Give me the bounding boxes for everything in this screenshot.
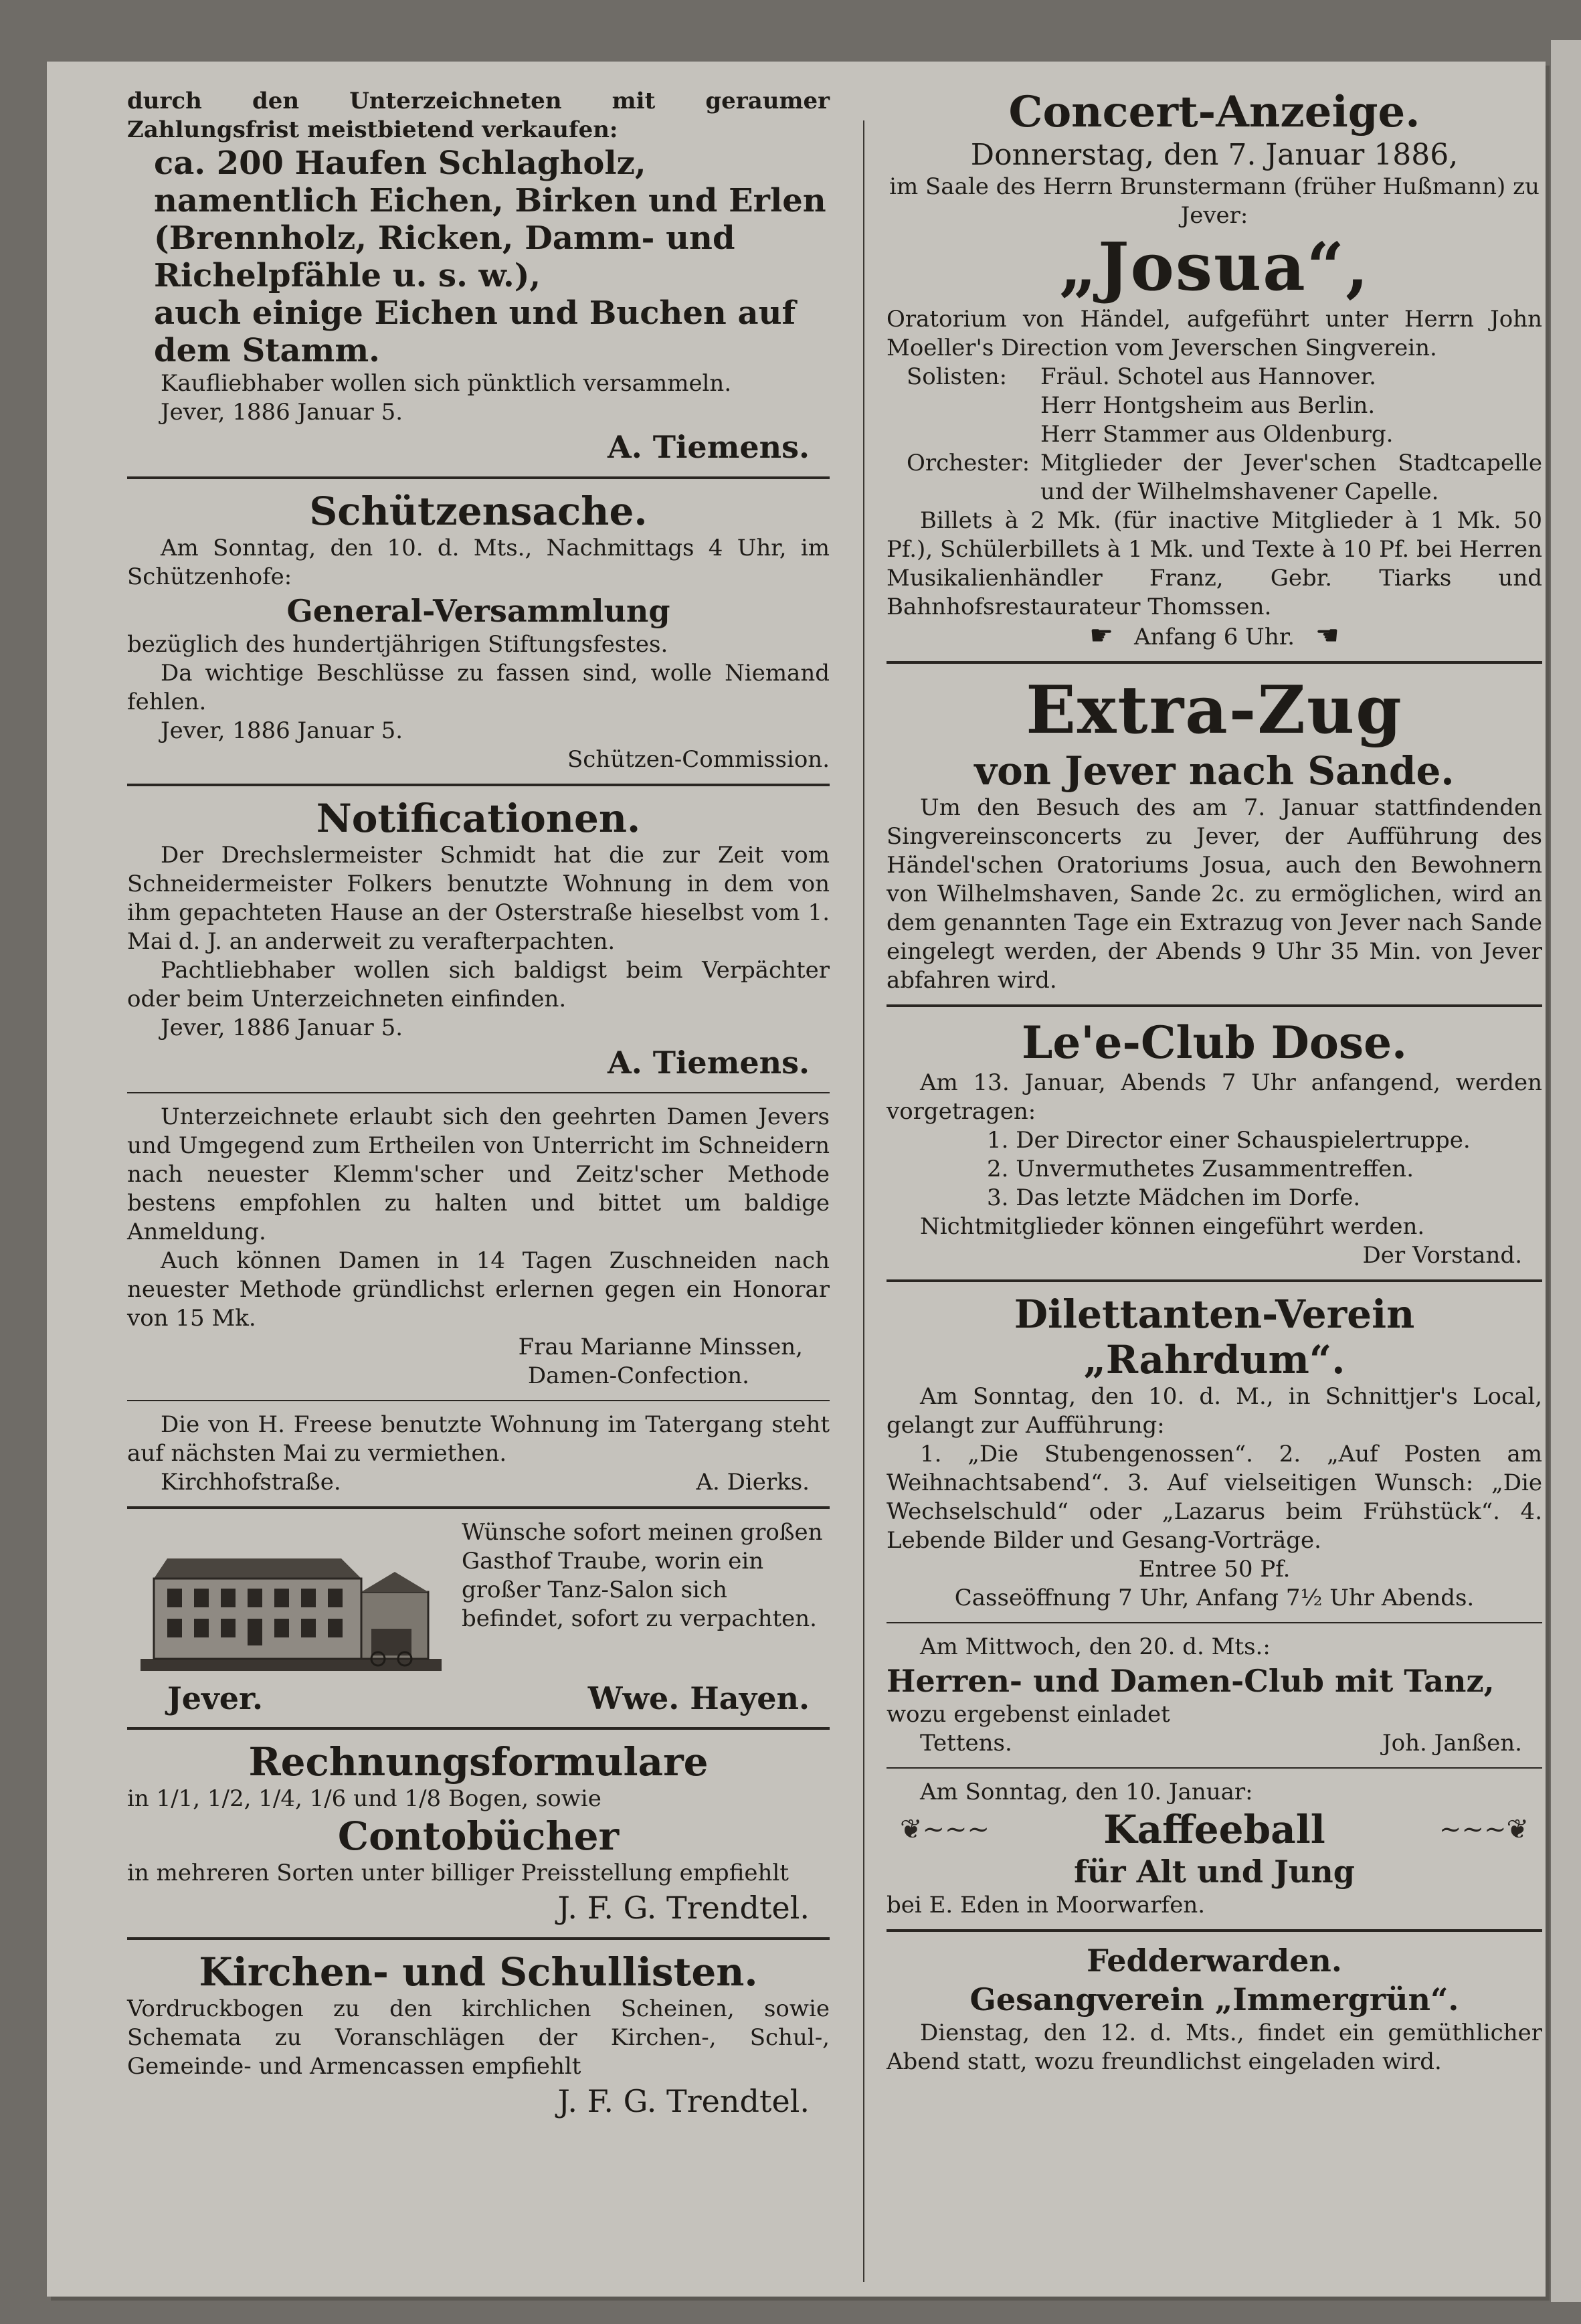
ad-subtitle: Gesangverein „Immergrün“.	[969, 1981, 1459, 2018]
orchestra-label: Orchester:	[907, 450, 1030, 476]
divider	[887, 1279, 1542, 1282]
ad-signature: Der Vorstand.	[1362, 1242, 1522, 1269]
notifications-ad	[127, 796, 830, 1083]
tailoring-lessons-ad	[127, 1103, 830, 1391]
ad-note: Nichtmitglieder können eingeführt werden.	[920, 1213, 1425, 1240]
ad-signature: A. Tiemens.	[608, 1045, 810, 1081]
ad-title-2: Contobücher	[337, 1813, 620, 1859]
divider	[127, 1937, 830, 1940]
ad-title: Concert-Anzeige.	[1008, 87, 1420, 137]
ad-line: in 1/1, 1/2, 1/4, 1/6 und 1/8 Bogen, sowie	[127, 1785, 601, 1812]
ad-title: Extra-Zug	[1026, 672, 1403, 749]
ad-entry: Entree 50 Pf.	[1138, 1556, 1291, 1583]
left-column	[127, 87, 830, 2125]
divider	[127, 1400, 830, 1401]
ad-street: Kirchhofstraße.	[161, 1469, 341, 1496]
ad-text: Am Sonntag, den 10. d. M., in Schnittjer's Local, gelangt zur Aufführung:	[887, 1383, 1542, 1439]
divider	[887, 1929, 1542, 1932]
divider	[127, 1506, 830, 1509]
soloist: Herr Hontgsheim aus Berlin.	[1040, 392, 1376, 419]
auction-intro: durch den Unterzeichneten mit geraumer Zahlungsfrist meistbietend verkaufen:	[127, 88, 830, 143]
ad-text: Vordruckbogen zu den kirchlichen Scheinen, sowie Schemata zu Voranschlägen der Kirchen-, Schul-, Gemeinde- und Armencassen empfiehlt	[127, 1995, 830, 2080]
ad-date: Am Mittwoch, den 20. d. Mts.:	[920, 1633, 1271, 1660]
start-line	[887, 622, 1542, 652]
divider	[887, 661, 1542, 664]
church-lists-ad	[127, 1949, 830, 2121]
program-item: 1. Der Director einer Schauspielertruppe.	[987, 1127, 1471, 1154]
adjacent-page-edge	[1551, 40, 1581, 2302]
ad-title: Schützensache.	[309, 488, 648, 534]
ad-line: Am Sonntag, den 10. d. Mts., Nachmittags 4 Uhr, im Schützenhofe:	[127, 535, 830, 590]
ad-times: Casseöffnung 7 Uhr, Anfang 7½ Uhr Abends.	[954, 1585, 1475, 1611]
ad-signature: A. Dierks.	[696, 1469, 810, 1496]
auction-item-1: ca. 200 Haufen Schlagholz, namentlich Eichen, Birken und Erlen (Brennholz, Ricken, Damm- und Richelpfähle u. s. w.),	[154, 145, 826, 294]
divider	[127, 1092, 830, 1093]
ad-signature: J. F. G. Trendtel.	[557, 2083, 810, 2119]
divider	[887, 1767, 1542, 1769]
shooting-club-ad	[127, 488, 830, 774]
choir-ad	[887, 1941, 1542, 2076]
divider	[887, 1004, 1542, 1007]
ad-subtitle: für Alt und Jung	[1074, 1854, 1355, 1890]
divider	[127, 476, 830, 479]
ad-signature-sub: Damen-Confection.	[527, 1362, 749, 1389]
ad-text: Der Drechslermeister Schmidt hat die zur Zeit vom Schneidermeister Folkers benutzte Wohnung in dem von ihm gepachteten Hause an der Osterstraße hieselbst vom 1. Mai d. J. an anderweit zu verafterpachten.	[127, 842, 830, 955]
ad-line: Da wichtige Beschlüsse zu fassen sind, wolle Niemand fehlen.	[127, 660, 830, 715]
ad-place: Jever.	[167, 1680, 264, 1716]
ad-text: Um den Besuch des am 7. Januar stattfindenden Singvereinsconcerts zu Jever, der Aufführung des Händel'schen Oratoriums Josua, auch den Bewohnern von Wilhelmshaven, Sande 2c. zu ermöglichen, wird an dem genannten Tage ein Extrazug von Jever nach Sande eingelegt werden, der Abends 9 Uhr 35 Min. von Jever abfahren wird.	[887, 794, 1542, 994]
ad-date: Am Sonntag, den 10. Januar:	[920, 1779, 1253, 1805]
ad-text: Wünsche sofort meinen großen Gasthof Traube, worin ein großer Tanz-Salon sich befindet, sofort zu verpachten.	[462, 1519, 823, 1632]
dilettante-club-ad	[887, 1291, 1542, 1613]
ad-title: Rechnungsformulare	[248, 1739, 709, 1785]
divider	[887, 1622, 1542, 1623]
ad-dateline: Jever, 1886 Januar 5.	[161, 717, 403, 744]
auction-item-2: auch einige Eichen und Buchen auf dem Stamm.	[154, 294, 796, 369]
ad-intro: Am 13. Januar, Abends 7 Uhr anfangend, werden vorgetragen:	[887, 1069, 1542, 1125]
inn-building-illustration	[127, 1518, 448, 1679]
auction-dateline: Jever, 1886 Januar 5.	[161, 399, 403, 426]
ad-title: Le'e-Club Dose.	[1021, 1016, 1408, 1069]
program-item: 2. Unvermuthetes Zusammentreffen.	[987, 1156, 1414, 1182]
concert-date: Donnerstag, den 7. Januar 1886,	[970, 138, 1459, 172]
apartment-ad	[127, 1411, 830, 1497]
ad-signature: J. F. G. Trendtel.	[557, 1890, 810, 1926]
ad-title: Fedderwarden.	[1087, 1943, 1342, 1979]
concert-desc: Oratorium von Händel, aufgeführt unter Herrn John Moeller's Direction vom Jeverschen Singverein.	[887, 306, 1542, 361]
inn-lease-ad	[127, 1518, 830, 1718]
tickets-text: Billets à 2 Mk. (für inactive Mitglieder à 1 Mk. 50 Pf.), Schülerbillets à 1 Mk. und Texte à 10 Pf. bei Herren Musikalienhändler Franz, Gebr. Tiarks und Bahnhofsrestaurateur Thomssen.	[887, 507, 1542, 620]
ad-subtitle: von Jever nach Sande.	[974, 748, 1455, 794]
ad-title: Notificationen.	[316, 796, 641, 841]
timber-auction-ad	[127, 87, 830, 467]
ad-signature: Wwe. Hayen.	[587, 1680, 810, 1716]
ad-title: Dilettanten-Verein „Rahrdum“.	[1014, 1291, 1415, 1382]
auction-signature: A. Tiemens.	[608, 429, 810, 465]
ad-text: Unterzeichnete erlaubt sich den geehrten Damen Jevers und Umgegend zum Ertheilen von Unterricht im Schneidern nach neuester Klemm'scher und Zeitz'scher Methode bestens empfohlen zu halten und bittet um baldige Anmeldung.	[127, 1103, 830, 1245]
divider	[127, 1727, 830, 1730]
ad-line: bezüglich des hundertjährigen Stiftungsfestes.	[127, 631, 668, 658]
divider	[127, 784, 830, 786]
ad-signature: Frau Marianne Minssen,	[518, 1334, 803, 1360]
concert-work: „Josua“,	[1058, 229, 1370, 306]
reading-club-ad	[887, 1016, 1542, 1270]
soloist: Herr Stammer aus Oldenburg.	[1040, 421, 1394, 448]
ad-title: Herren- und Damen-Club mit Tanz,	[887, 1663, 1495, 1699]
ad-text: Die von H. Freese benutzte Wohnung im Tatergang steht auf nächsten Mai zu vermiethen.	[127, 1411, 830, 1467]
program-item: 3. Das letzte Mädchen im Dorfe.	[987, 1184, 1361, 1211]
gentlemen-ladies-club-ad	[887, 1633, 1542, 1758]
coffee-ball-ad	[887, 1778, 1542, 1920]
ad-text: wozu ergebenst einladet	[887, 1701, 1170, 1728]
pointing-hand-right-icon: ☛	[1089, 620, 1114, 651]
ad-program: 1. „Die Stubengenossen“. 2. „Auf Posten am Weihnachtsabend“. 3. Auf vielseitigen Wunsch: „Die Wechselschuld“ oder „Lazarus beim Frühstück“. 4. Lebende Bilder und Gesang-Vorträge.	[887, 1441, 1542, 1554]
ad-dateline: Jever, 1886 Januar 5.	[161, 1014, 403, 1041]
ad-place: bei E. Eden in Moorwarfen.	[887, 1892, 1206, 1918]
forms-ad	[127, 1739, 830, 1928]
ad-headline: General-Versammlung	[286, 593, 670, 629]
ad-signature: Schützen-Commission.	[567, 746, 830, 773]
ad-signature: Joh. Janßen.	[1382, 1730, 1522, 1757]
pointing-hand-left-icon: ☚	[1315, 620, 1339, 651]
soloist: Fräul. Schotel aus Hannover.	[1040, 363, 1376, 390]
right-column	[840, 87, 1542, 2080]
ad-text: Dienstag, den 12. d. Mts., findet ein gemüthlicher Abend statt, wozu freundlichst eingeladen wird.	[887, 2020, 1542, 2075]
ad-text: Auch können Damen in 14 Tagen Zuschneiden nach neuester Methode gründlichst erlernen gegen ein Honorar von 15 Mk.	[127, 1247, 830, 1332]
ad-title: Kaffeeball	[1103, 1807, 1325, 1852]
flourish-right-icon: ~~~❦	[1438, 1814, 1529, 1845]
ad-title: Kirchen- und Schullisten.	[199, 1949, 758, 1995]
orchestra-text: Mitglieder der Jever'schen Stadtcapelle und der Wilhelmshavener Capelle.	[1040, 450, 1542, 505]
auction-note: Kaufliebhaber wollen sich pünktlich versammeln.	[161, 370, 732, 397]
start-time: Anfang 6 Uhr.	[1133, 624, 1295, 650]
concert-ad	[887, 87, 1542, 652]
soloists-label: Solisten:	[907, 363, 1008, 390]
ad-text: Pachtliebhaber wollen sich baldigst beim Verpächter oder beim Unterzeichneten einfinden.	[127, 957, 830, 1012]
concert-place: im Saale des Herrn Brunstermann (früher Hußmann) zu Jever:	[889, 173, 1540, 229]
extra-train-ad	[887, 673, 1542, 995]
ad-place: Tettens.	[920, 1730, 1012, 1757]
ad-line: in mehreren Sorten unter billiger Preisstellung empfiehlt	[127, 1860, 789, 1886]
flourish-left-icon: ❦~~~	[900, 1814, 990, 1845]
